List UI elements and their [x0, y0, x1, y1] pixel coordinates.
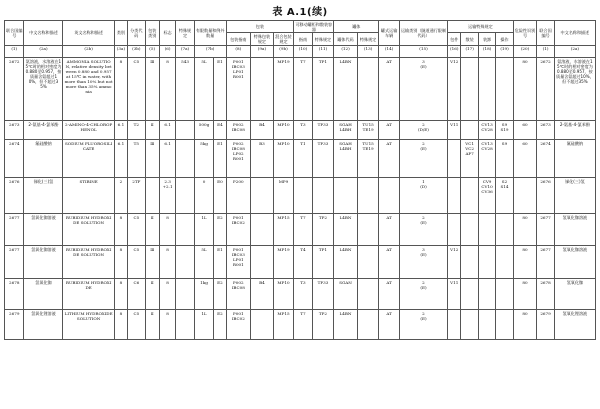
cell-packing-special: B4 [251, 120, 274, 139]
cell-sp-loading: CV13 CV28 [478, 139, 495, 177]
cell-transport-category: 1 (D) [399, 177, 447, 213]
cell-sp-operation [496, 213, 513, 245]
header-tank-code: 罐体代码 [334, 33, 358, 45]
cell-limited-quantity: 1L [194, 213, 213, 245]
cell-excepted-quantity: E2 [214, 213, 226, 245]
cell-excepted-quantity: E0 [214, 177, 226, 213]
cell-un-no: 2677 [5, 213, 24, 245]
cell-transport-category: 2 (E) [399, 278, 447, 309]
cell-label: 6.1 [159, 139, 175, 177]
cell-sp-packages: V12 [448, 57, 461, 120]
cell-label: 8 [159, 245, 175, 278]
cell-sp-bulk [461, 278, 478, 309]
cell-mixed-packing: MP10 [273, 120, 294, 139]
cell-sp-loading: CV13 CV28 [478, 120, 495, 139]
cell-portable-special: TP33 [312, 139, 334, 177]
header-pack-special: 特殊包装规定 [251, 33, 274, 45]
cell-un-no: 2674 [5, 139, 24, 177]
cell-sp-operation [496, 309, 513, 339]
column-number: (17) [461, 45, 478, 57]
column-number: (2a) [24, 45, 63, 57]
cell-vehicle: AT [379, 213, 400, 245]
cell-mixed-packing: MP10 [273, 139, 294, 177]
header-tank: 罐体 [334, 21, 379, 33]
header-pack-instructions: 包装指南 [226, 33, 251, 45]
cell-vehicle: AT [379, 245, 400, 278]
column-number: (3a) [114, 45, 127, 57]
cell-packing-instruction: P001 IBC02 [226, 309, 251, 339]
cell-packing-special: B3 [251, 139, 274, 177]
cell-sp-bulk: VC1 VC2 AP7 [461, 139, 478, 177]
table-row [5, 309, 596, 339]
header-sp-packages: 包件 [448, 33, 461, 45]
cell-excepted-quantity: E1 [214, 245, 226, 278]
table-row [5, 213, 596, 245]
cell-sp-loading [478, 245, 495, 278]
cell-cn-name: 氟硅酸钠 [24, 139, 63, 177]
table-body [5, 57, 596, 339]
cell-portable-special [312, 177, 334, 213]
table-row [5, 245, 596, 278]
column-number: (11) [312, 45, 334, 57]
column-number: (7b) [194, 45, 226, 57]
cell-un-no: 2679 [5, 309, 24, 339]
cell-tank-special [357, 245, 379, 278]
cell-hazard-id: 60 [513, 139, 537, 177]
cell-packing-instruction: P002 IBC08 [226, 120, 251, 139]
cell-packing-group: Ⅱ [145, 309, 159, 339]
cell-portable-special: TP2 [312, 309, 334, 339]
cell-label: 2.3 +2.1 [159, 177, 175, 213]
column-number: (9a) [251, 45, 274, 57]
cell-en-name: STIBINE [63, 177, 114, 213]
header-en-name: 英文名称和描述 [63, 21, 114, 46]
cell-tank-code: L4BN [334, 309, 358, 339]
cell-class-code: C6 [128, 278, 145, 309]
table-row [5, 278, 596, 309]
header-portable-tanks: 可移动罐柜和散装容器 [295, 21, 333, 32]
cell-label: 8 [159, 57, 175, 120]
cell-portable-instruction: T3 [294, 120, 312, 139]
cell-transport-category: 3 (E) [399, 245, 447, 278]
cell-vehicle: AT [379, 309, 400, 339]
cell-special-provision [176, 213, 194, 245]
cell-tank-code: SGAH L4BH [334, 139, 358, 177]
cell-transport-category: 2 (E) [399, 213, 447, 245]
cell-packing-special: B4 [251, 278, 274, 309]
cell-sp-operation [496, 57, 513, 120]
cell-limited-quantity: 1L [194, 309, 213, 339]
cell-packing-instruction: P001 IBC03 LP01 R001 [226, 245, 251, 278]
header-cn-name: 中文名称和描述 [24, 21, 63, 46]
cell-limited-quantity: 500g [194, 120, 213, 139]
cell-un-no-right: 2677 [537, 245, 554, 278]
cell-cn-name-right: 氢氧化锂溶液 [554, 309, 595, 339]
cell-transport-category: 3 (E) [399, 57, 447, 120]
cell-tank-code: L4BN [334, 57, 358, 120]
cell-transport-category: 2 (E) [399, 309, 447, 339]
cell-special-provision [176, 177, 194, 213]
cell-cn-name: 氢氧化锂溶液 [24, 309, 63, 339]
cell-hazard-id: 80 [513, 278, 537, 309]
cell-mixed-packing: MP19 [273, 57, 294, 120]
header-portable-special: 特殊规定 [312, 33, 334, 45]
cell-sp-bulk [461, 245, 478, 278]
header-un-no: 联合国编号 [5, 21, 24, 46]
cell-transport-category: 2 (D/E) [399, 120, 447, 139]
cell-sp-operation: S9 [496, 139, 513, 177]
cell-sp-loading: CV9 CV10 CV36 [478, 177, 495, 213]
cell-un-no: 2678 [5, 278, 24, 309]
cell-sp-loading [478, 309, 495, 339]
header-packing: 包装 [226, 21, 294, 33]
cell-class-code: C5 [128, 213, 145, 245]
cell-portable-instruction: T1 [294, 139, 312, 177]
cell-class: 8 [114, 278, 127, 309]
header-row-1 [5, 21, 596, 33]
header-special-transport: 运输特殊规定 [448, 21, 514, 33]
cell-un-no-right: 2679 [537, 309, 554, 339]
column-number: (19) [496, 45, 513, 57]
cell-en-name: LITHIUM HYDROXIDE SOLUTION [63, 309, 114, 339]
cell-class: 2 [114, 177, 127, 213]
cell-packing-instruction: P001 IBC03 LP01 R001 [226, 57, 251, 120]
cell-cn-name-right: 氟硅酸钠 [554, 139, 595, 177]
cell-tank-special: TU15 TE19 [357, 120, 379, 139]
cell-mixed-packing: MP15 [273, 309, 294, 339]
cell-hazard-id: 80 [513, 245, 537, 278]
header-class-code: 分类代码 [128, 21, 145, 46]
cell-excepted-quantity: E1 [214, 139, 226, 177]
cell-special-provision: 543 [176, 57, 194, 120]
cell-tank-code: L4BN [334, 245, 358, 278]
column-number-row [5, 45, 596, 57]
header-transport-category: 运输类别（隧道通行限制代码） [399, 21, 447, 46]
cell-hazard-id: 60 [513, 120, 537, 139]
cell-sp-operation [496, 245, 513, 278]
cell-class-code: T2 [128, 120, 145, 139]
column-number: (14) [379, 45, 400, 57]
cell-cn-name: 氨溶液，水溶液在15℃时的相对密度为0.880至0.957，按质量含氨超过10%，但不超过35% [24, 57, 63, 120]
cell-un-no-right: 2676 [537, 177, 554, 213]
cell-un-no-right: 2678 [537, 278, 554, 309]
cell-un-no: 2676 [5, 177, 24, 213]
cell-tank-code: SGAN [334, 278, 358, 309]
cell-sp-bulk [461, 309, 478, 339]
column-number: (12) [334, 45, 358, 57]
cell-class: 8 [114, 57, 127, 120]
cell-sp-packages [448, 139, 461, 177]
cell-limited-quantity: 5L [194, 57, 213, 120]
cell-cn-name: 氢氧化铷溶液 [24, 245, 63, 278]
cell-sp-loading [478, 57, 495, 120]
cell-cn-name-right: 氢氧化铷溶液 [554, 245, 595, 278]
column-number: (9b) [273, 45, 294, 57]
cell-portable-special: TP33 [312, 278, 334, 309]
cell-sp-packages: V11 [448, 278, 461, 309]
cell-cn-name: 氢氧化铷 [24, 278, 63, 309]
column-number: (1) [5, 45, 24, 57]
cell-packing-group: Ⅲ [145, 139, 159, 177]
cell-class: 8 [114, 309, 127, 339]
header-sp-operation: 操作 [496, 33, 513, 45]
cell-sp-loading [478, 213, 495, 245]
cell-class: 8 [114, 245, 127, 278]
cell-packing-group: Ⅲ [145, 57, 159, 120]
cell-limited-quantity: 5L [194, 245, 213, 278]
cell-limited-quantity: 0 [194, 177, 213, 213]
header-sp-loading: 装卸 [478, 33, 495, 45]
column-number: (18) [478, 45, 495, 57]
column-number: (3b) [128, 45, 145, 57]
table-title: 表 A.1(续) [272, 7, 328, 18]
cell-portable-instruction: T4 [294, 245, 312, 278]
header-label: 标志 [159, 21, 175, 46]
column-number: (2a) [554, 45, 595, 57]
cell-class: 6.1 [114, 139, 127, 177]
cell-sp-bulk [461, 213, 478, 245]
cell-sp-packages: V11 [448, 120, 461, 139]
cell-mixed-packing: MP15 [273, 213, 294, 245]
column-number: (2b) [63, 45, 114, 57]
column-number: (20) [513, 45, 537, 57]
cell-class-code: C5 [128, 245, 145, 278]
header-vehicle: 罐式运输车辆 [379, 21, 400, 46]
table-row [5, 120, 596, 139]
cell-en-name: AMMONIA SOLUTION, relative density between 0.880 and 0.957 at 15℃ in water, with more than 10% but not more than 35% ammonia [63, 57, 114, 120]
header-pg: 包装类别 [145, 21, 159, 46]
cell-tank-special [357, 278, 379, 309]
cell-excepted-quantity: E2 [214, 309, 226, 339]
cell-class-code: C5 [128, 309, 145, 339]
cell-sp-operation [496, 278, 513, 309]
cell-packing-instruction: P200 [226, 177, 251, 213]
column-number: (7a) [176, 45, 194, 57]
header-class: 类别 [114, 21, 127, 46]
cell-special-provision [176, 245, 194, 278]
header-limited-quantity: 有限数量和例外数量 [194, 21, 226, 46]
cell-portable-instruction: T7 [294, 309, 312, 339]
cell-packing-special [251, 245, 274, 278]
cell-portable-instruction: T7 [294, 213, 312, 245]
cell-packing-special [251, 57, 274, 120]
cell-vehicle: AT [379, 139, 400, 177]
cell-special-provision [176, 309, 194, 339]
cell-class-code: C5 [128, 57, 145, 120]
cell-portable-instruction [294, 177, 312, 213]
cell-special-provision [176, 278, 194, 309]
cell-hazard-id [513, 177, 537, 213]
cell-packing-special [251, 213, 274, 245]
cell-excepted-quantity: E4 [214, 120, 226, 139]
cell-mixed-packing: MP10 [273, 278, 294, 309]
header-cn-name-right: 中文名称和描述 [554, 21, 595, 46]
cell-label: 6.1 [159, 120, 175, 139]
cell-sp-packages [448, 177, 461, 213]
header-mixed-packing: 混合包装规定 [273, 33, 294, 45]
cell-portable-instruction: T7 [294, 57, 312, 120]
cell-mixed-packing: MP19 [273, 245, 294, 278]
cell-label: 8 [159, 309, 175, 339]
cell-en-name: RUBIDIUM HYDROXIDE [63, 278, 114, 309]
cell-packing-special [251, 177, 274, 213]
cell-class-code: 2TF [128, 177, 145, 213]
column-number: (10) [294, 45, 312, 57]
cell-special-provision [176, 139, 194, 177]
cell-cn-name-right: 氨溶液，水溶液在15℃时的相对密度为0.880至0.957，按质量含氨超过10%，但不超过35% [554, 57, 595, 120]
cell-packing-group: Ⅱ [145, 278, 159, 309]
column-number: (13) [357, 45, 379, 57]
cell-en-name: RUBIDIUM HYDROXIDE SOLUTION [63, 213, 114, 245]
column-number: (6) [159, 45, 175, 57]
cell-sp-bulk [461, 120, 478, 139]
cell-portable-special: TP1 [312, 245, 334, 278]
table-row [5, 57, 596, 120]
cell-tank-special: TU15 TE19 [357, 139, 379, 177]
cell-portable-special: TP1 [312, 57, 334, 120]
cell-packing-group: Ⅱ [145, 120, 159, 139]
cell-en-name: RUBIDIUM HYDROXIDE SOLUTION [63, 245, 114, 278]
cell-packing-instruction: P002 IBC08 [226, 278, 251, 309]
header-portable-instructions: 指南 [294, 33, 312, 45]
cell-vehicle: AT [379, 57, 400, 120]
cell-packing-instruction: P002 IBC08 LP02 R001 [226, 139, 251, 177]
cell-un-no-right: 2672 [537, 57, 554, 120]
cell-limited-quantity: 1kg [194, 278, 213, 309]
cell-tank-special [357, 309, 379, 339]
cell-vehicle [379, 177, 400, 213]
header-tank-special: 特殊规定 [357, 33, 379, 45]
cell-cn-name-right: 锑化(三)氢 [554, 177, 595, 213]
cell-transport-category: 2 (E) [399, 139, 447, 177]
cell-sp-operation: S9 S19 [496, 120, 513, 139]
cell-special-provision [176, 120, 194, 139]
cell-tank-code [334, 177, 358, 213]
cell-sp-bulk [461, 57, 478, 120]
column-number: (15) [399, 45, 447, 57]
cell-sp-packages: V12 [448, 245, 461, 278]
cell-un-no: 2673 [5, 120, 24, 139]
header-un-no-right: 联合国编号 [537, 21, 554, 46]
cell-portable-special: TP33 [312, 120, 334, 139]
cell-label: 8 [159, 213, 175, 245]
cell-hazard-id: 80 [513, 309, 537, 339]
cell-tank-special [357, 213, 379, 245]
cell-packing-instruction: P001 IBC02 [226, 213, 251, 245]
column-number: (16) [448, 45, 461, 57]
cell-packing-group: Ⅱ [145, 213, 159, 245]
cell-un-no: 2672 [5, 57, 24, 120]
cell-packing-group [145, 177, 159, 213]
header-hazard-id: 危险性识别号 [513, 21, 537, 46]
cell-un-no-right: 2677 [537, 213, 554, 245]
cell-hazard-id: 80 [513, 213, 537, 245]
cell-sp-operation: S2 S14 [496, 177, 513, 213]
cell-packing-special [251, 309, 274, 339]
cell-un-no: 2677 [5, 245, 24, 278]
table-row [5, 139, 596, 177]
cell-sp-bulk [461, 177, 478, 213]
cell-portable-instruction: T3 [294, 278, 312, 309]
cell-tank-code: L4BN [334, 213, 358, 245]
column-number: (8) [226, 45, 251, 57]
cell-vehicle: AT [379, 120, 400, 139]
cell-tank-special [357, 177, 379, 213]
cell-packing-group: Ⅲ [145, 245, 159, 278]
column-number: (5) [145, 45, 159, 57]
column-number: (1) [537, 45, 554, 57]
cell-sp-packages [448, 309, 461, 339]
cell-cn-name: 2-氨基-4-氯苯酚 [24, 120, 63, 139]
cell-class-code: T5 [128, 139, 145, 177]
cell-limited-quantity: 5kg [194, 139, 213, 177]
cell-cn-name-right: 氢氧化铷 [554, 278, 595, 309]
cell-un-no-right: 2673 [537, 120, 554, 139]
cell-en-name: SODIUM FLUOROSILICATE [63, 139, 114, 177]
cell-excepted-quantity: E2 [214, 278, 226, 309]
cell-label: 8 [159, 278, 175, 309]
cell-excepted-quantity: E1 [214, 57, 226, 120]
dangerous-goods-table [4, 20, 596, 340]
header-sp-bulk: 散装 [461, 33, 478, 45]
cell-mixed-packing: MP9 [273, 177, 294, 213]
cell-en-name: 2-AMINO-4-CHLOROPHENOL [63, 120, 114, 139]
cell-hazard-id: 80 [513, 57, 537, 120]
table-row [5, 177, 596, 213]
cell-sp-loading [478, 278, 495, 309]
cell-un-no-right: 2674 [537, 139, 554, 177]
cell-portable-special: TP2 [312, 213, 334, 245]
cell-class: 6.1 [114, 120, 127, 139]
cell-cn-name: 锑化(三)氢 [24, 177, 63, 213]
cell-sp-packages [448, 213, 461, 245]
cell-cn-name-right: 氢氧化铷溶液 [554, 213, 595, 245]
cell-cn-name: 氢氧化铷溶液 [24, 213, 63, 245]
cell-class: 8 [114, 213, 127, 245]
cell-tank-special [357, 57, 379, 120]
header-special-provisions: 特殊规定 [176, 21, 194, 46]
cell-vehicle: AT [379, 278, 400, 309]
cell-cn-name-right: 2-氨基-4-氯苯酚 [554, 120, 595, 139]
cell-tank-code: SGAH L4BH [334, 120, 358, 139]
